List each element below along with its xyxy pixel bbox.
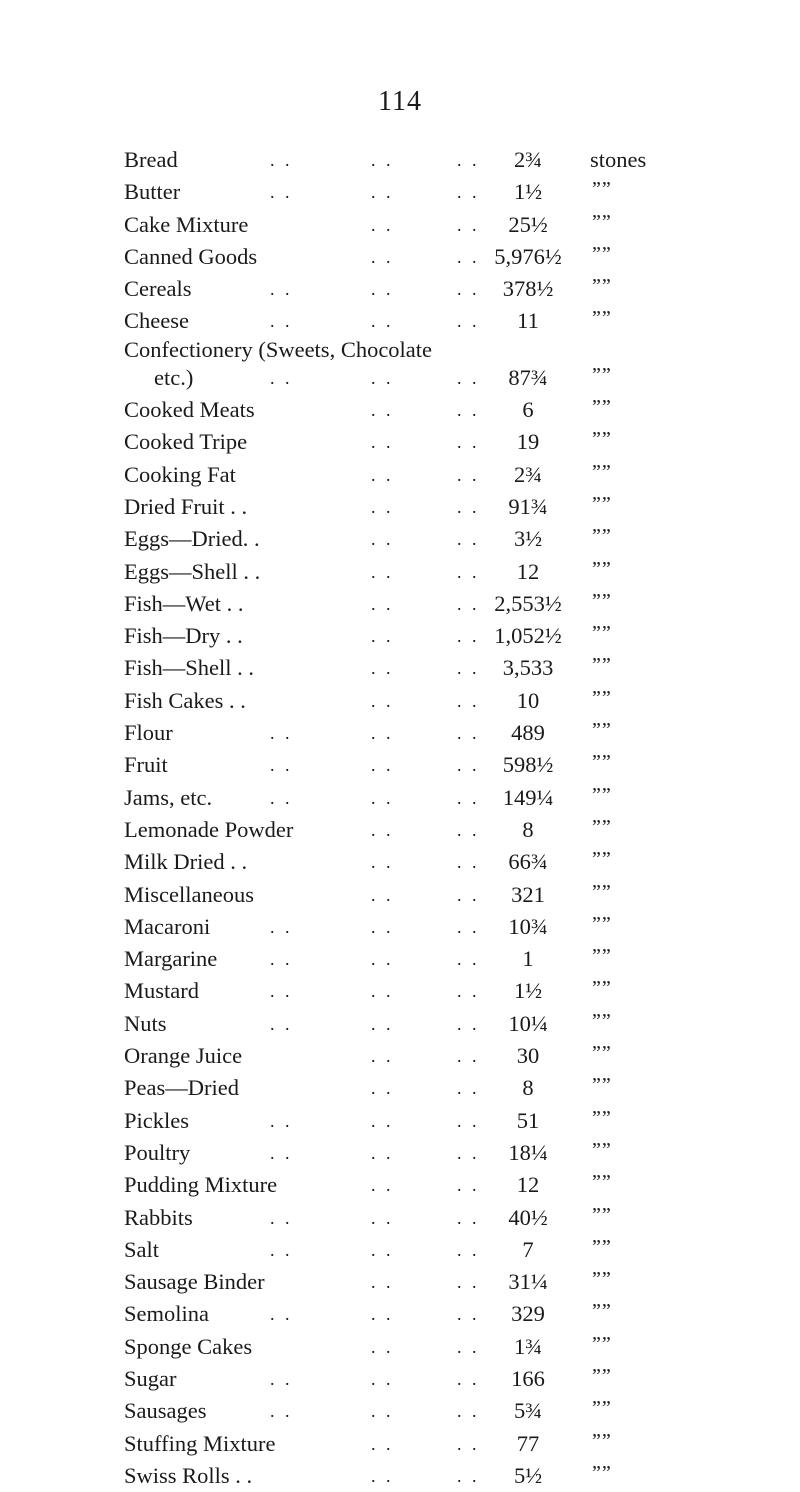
list-item-sponge-cakes bbox=[124, 1331, 784, 1363]
ditto-mark: ”” bbox=[592, 525, 612, 548]
list-item-dried-fruit bbox=[124, 491, 784, 523]
item-name: Miscellaneous bbox=[124, 881, 254, 907]
dot-leader: . . bbox=[371, 916, 394, 937]
dot-leader: . . bbox=[457, 367, 480, 388]
item-name: Fruit bbox=[124, 752, 168, 778]
dot-leader: . . bbox=[457, 593, 480, 614]
dot-leader: . . bbox=[457, 626, 480, 647]
ditto-mark: ”” bbox=[592, 622, 612, 645]
item-quantity: 51 bbox=[516, 1107, 540, 1133]
item-quantity: 10¾ bbox=[508, 913, 548, 939]
item-name: Lemonade Powder bbox=[124, 816, 294, 842]
item-quantity: 329 bbox=[511, 1301, 545, 1327]
dot-leader: . . bbox=[371, 246, 394, 267]
ditto-mark: ”” bbox=[592, 1461, 612, 1484]
dot-leader: . . bbox=[371, 496, 394, 517]
item-name: Cereals bbox=[124, 276, 192, 302]
list-item-semolina bbox=[124, 1298, 784, 1330]
dot-leader: . . bbox=[270, 1207, 293, 1228]
item-quantity: 1½ bbox=[513, 179, 543, 205]
ditto-mark: ”” bbox=[592, 210, 612, 233]
dot-leader: . . bbox=[270, 755, 293, 776]
item-name: Cooking Fat bbox=[124, 461, 236, 487]
ditto-mark: ”” bbox=[592, 977, 612, 1000]
item-quantity: 489 bbox=[511, 720, 545, 746]
dot-leader: . . bbox=[457, 916, 480, 937]
item-quantity: 378½ bbox=[502, 276, 554, 302]
ditto-mark: ”” bbox=[592, 1397, 612, 1420]
dot-leader: . . bbox=[371, 690, 394, 711]
list-item-fish-cakes bbox=[124, 685, 784, 717]
ditto-mark: ”” bbox=[592, 242, 612, 265]
item-name: Peas—Dried bbox=[124, 1075, 239, 1101]
dot-leader: . . bbox=[457, 723, 480, 744]
ditto-mark: ”” bbox=[592, 1203, 612, 1226]
dot-leader: . . bbox=[457, 1336, 480, 1357]
dot-leader: . . bbox=[457, 182, 480, 203]
ditto-mark: ”” bbox=[592, 751, 612, 774]
dot-leader: . . bbox=[371, 981, 394, 1002]
ditto-mark: ”” bbox=[592, 719, 612, 742]
dot-leader: . . bbox=[371, 182, 394, 203]
item-quantity: 2,553½ bbox=[494, 590, 562, 616]
list-item-pudding-mixture bbox=[124, 1169, 784, 1201]
item-name: Rabbits bbox=[124, 1204, 193, 1230]
dot-leader: . . bbox=[270, 1304, 293, 1325]
ditto-mark: ”” bbox=[592, 363, 612, 386]
item-quantity: 1½ bbox=[513, 978, 543, 1004]
dot-leader: . . bbox=[371, 1175, 394, 1196]
item-quantity: 8 bbox=[522, 1075, 534, 1101]
item-quantity: 25½ bbox=[508, 211, 548, 237]
dot-leader: . . bbox=[371, 658, 394, 679]
dot-leader: . . bbox=[371, 1110, 394, 1131]
list-item-margarine bbox=[124, 943, 784, 975]
dot-leader: . . bbox=[457, 400, 480, 421]
item-name: Macaroni bbox=[124, 913, 211, 939]
ditto-mark: ”” bbox=[592, 275, 612, 298]
ditto-mark: ”” bbox=[592, 1429, 612, 1452]
item-name: Cooked Meats bbox=[124, 397, 255, 423]
list-item-lemonade-powder bbox=[124, 814, 784, 846]
ditto-mark: ”” bbox=[592, 1300, 612, 1323]
list-item-fish-wet bbox=[124, 588, 784, 620]
ditto-mark: ”” bbox=[592, 686, 612, 709]
ditto-mark: ”” bbox=[592, 654, 612, 677]
dot-leader: . . bbox=[270, 787, 293, 808]
list-item-sausages bbox=[124, 1395, 784, 1427]
dot-leader: . . bbox=[270, 311, 293, 332]
item-quantity: 149¼ bbox=[502, 784, 554, 810]
ditto-mark: ”” bbox=[592, 460, 612, 483]
list-item-fish-shell bbox=[124, 652, 784, 684]
dot-leader: . . bbox=[457, 1046, 480, 1067]
list-item-eggs-shell bbox=[124, 556, 784, 588]
list-item-sugar bbox=[124, 1363, 784, 1395]
dot-leader: . . bbox=[457, 1368, 480, 1389]
ditto-mark: ”” bbox=[592, 815, 612, 838]
list-item-milk-dried bbox=[124, 846, 784, 878]
dot-leader: . . bbox=[371, 819, 394, 840]
item-name: Semolina bbox=[124, 1301, 209, 1327]
item-quantity: 7 bbox=[522, 1236, 534, 1262]
list-item-macaroni bbox=[124, 911, 784, 943]
item-quantity: 12 bbox=[516, 1172, 540, 1198]
list-item-salt bbox=[124, 1234, 784, 1266]
dot-leader: . . bbox=[371, 311, 394, 332]
list-item-nuts bbox=[124, 1008, 784, 1040]
item-name: Cheese bbox=[124, 308, 189, 334]
unit-label: stones bbox=[590, 147, 647, 172]
list-item-cooked-meats bbox=[124, 394, 784, 426]
dot-leader: . . bbox=[457, 1465, 480, 1486]
item-name: Pickles bbox=[124, 1107, 189, 1133]
list-item-stuffing-mixture bbox=[124, 1428, 784, 1460]
dot-leader: . . bbox=[457, 1078, 480, 1099]
dot-leader: . . bbox=[371, 1465, 394, 1486]
dot-leader: . . bbox=[371, 1368, 394, 1389]
ditto-mark: ”” bbox=[592, 396, 612, 419]
ditto-mark: ”” bbox=[592, 1364, 612, 1387]
list-item-flour bbox=[124, 717, 784, 749]
item-name: Eggs—Shell . . bbox=[124, 558, 261, 584]
dot-leader: . . bbox=[270, 949, 293, 970]
item-name: Milk Dried . . bbox=[124, 849, 248, 875]
item-quantity: 66¾ bbox=[508, 849, 548, 875]
ditto-mark: ”” bbox=[592, 880, 612, 903]
dot-leader: . . bbox=[371, 529, 394, 550]
item-name: Salt bbox=[124, 1236, 160, 1262]
item-name: Sausage Binder bbox=[124, 1269, 265, 1295]
item-name: Pudding Mixture bbox=[124, 1172, 278, 1198]
dot-leader: . . bbox=[457, 1272, 480, 1293]
item-name: Swiss Rolls . . bbox=[124, 1462, 253, 1488]
dot-leader: . . bbox=[371, 279, 394, 300]
list-item-cheese bbox=[124, 305, 784, 337]
item-quantity: 40½ bbox=[508, 1204, 548, 1230]
dot-leader: . . bbox=[371, 1336, 394, 1357]
item-quantity: 8 bbox=[522, 816, 534, 842]
list-item-fish-dry bbox=[124, 620, 784, 652]
dot-leader: . . bbox=[371, 884, 394, 905]
item-quantity: 598½ bbox=[502, 752, 554, 778]
list-item-cooking-fat bbox=[124, 459, 784, 491]
dot-leader: . . bbox=[371, 432, 394, 453]
dot-leader: . . bbox=[457, 561, 480, 582]
dot-leader: . . bbox=[270, 367, 293, 388]
ditto-mark: ”” bbox=[592, 1268, 612, 1291]
item-name: Fish Cakes . . bbox=[124, 687, 246, 713]
item-quantity: 2¾ bbox=[513, 461, 543, 487]
item-name: Flour bbox=[124, 720, 173, 746]
item-quantity: 10¼ bbox=[508, 1010, 548, 1036]
ditto-mark: ”” bbox=[592, 1074, 612, 1097]
ditto-mark: ”” bbox=[592, 178, 612, 201]
item-name: Jams, etc. bbox=[124, 784, 213, 810]
item-quantity: 5½ bbox=[513, 1462, 543, 1488]
dot-leader: . . bbox=[371, 1272, 394, 1293]
dot-leader: . . bbox=[457, 1013, 480, 1034]
dot-leader: . . bbox=[457, 1207, 480, 1228]
list-item-peas-dried bbox=[124, 1072, 784, 1104]
list-item-cake-mixture bbox=[124, 209, 784, 241]
item-quantity: 77 bbox=[516, 1430, 540, 1456]
item-name: Cake Mixture bbox=[124, 211, 249, 237]
list-item-bread bbox=[124, 144, 784, 176]
item-name: Orange Juice bbox=[124, 1043, 243, 1069]
list-item-sausage-binder bbox=[124, 1266, 784, 1298]
dot-leader: . . bbox=[457, 658, 480, 679]
page-number: 114 bbox=[378, 86, 422, 117]
item-name: Canned Goods bbox=[124, 243, 258, 269]
list-item-miscellaneous bbox=[124, 879, 784, 911]
dot-leader: . . bbox=[457, 279, 480, 300]
ditto-mark: ”” bbox=[592, 1009, 612, 1032]
dot-leader: . . bbox=[371, 150, 394, 170]
dot-leader: . . bbox=[270, 916, 293, 937]
item-quantity: 5,976½ bbox=[494, 243, 562, 269]
dot-leader: . . bbox=[371, 1013, 394, 1034]
dot-leader: . . bbox=[371, 367, 394, 388]
dot-leader: . . bbox=[371, 1401, 394, 1422]
dot-leader: . . bbox=[371, 723, 394, 744]
item-name: Cooked Tripe bbox=[124, 429, 248, 455]
item-quantity: 30 bbox=[516, 1043, 540, 1069]
dot-leader: . . bbox=[457, 214, 480, 235]
ditto-mark: ”” bbox=[592, 1106, 612, 1129]
item-name: Stuffing Mixture bbox=[124, 1430, 276, 1456]
item-name-continuation: etc.) bbox=[154, 364, 194, 390]
ditto-mark: ”” bbox=[592, 1138, 612, 1161]
item-quantity: 31¼ bbox=[508, 1269, 548, 1295]
ditto-mark: ”” bbox=[592, 1332, 612, 1355]
dot-leader: . . bbox=[371, 626, 394, 647]
dot-leader: . . bbox=[371, 561, 394, 582]
list-item-swiss-rolls bbox=[124, 1460, 784, 1492]
dot-leader: . . bbox=[270, 1142, 293, 1163]
dot-leader: . . bbox=[371, 1142, 394, 1163]
dot-leader: . . bbox=[270, 723, 293, 744]
list-item-confectionery-line1 bbox=[124, 338, 784, 362]
dot-leader: . . bbox=[270, 279, 293, 300]
dot-leader: . . bbox=[457, 496, 480, 517]
list-item-jams bbox=[124, 782, 784, 814]
dot-leader: . . bbox=[457, 1304, 480, 1325]
list-item-mustard bbox=[124, 975, 784, 1007]
dot-leader: . . bbox=[371, 1239, 394, 1260]
dot-leader: . . bbox=[457, 1239, 480, 1260]
item-quantity: 2¾ bbox=[513, 147, 543, 172]
dot-leader: . . bbox=[457, 311, 480, 332]
dot-leader: . . bbox=[457, 884, 480, 905]
ditto-mark: ”” bbox=[592, 783, 612, 806]
dot-leader: . . bbox=[371, 852, 394, 873]
dot-leader: . . bbox=[270, 981, 293, 1002]
list-item-rabbits bbox=[124, 1202, 784, 1234]
item-name: Nuts bbox=[124, 1010, 167, 1036]
item-name: Fish—Dry . . bbox=[124, 623, 243, 649]
dot-leader: . . bbox=[457, 246, 480, 267]
item-name: Fish—Shell . . bbox=[124, 655, 255, 681]
item-quantity: 18¼ bbox=[508, 1139, 548, 1165]
item-quantity: 11 bbox=[517, 308, 539, 334]
item-name: Bread bbox=[124, 147, 178, 172]
dot-leader: . . bbox=[457, 150, 480, 170]
ditto-mark: ”” bbox=[592, 307, 612, 330]
list-item-butter bbox=[124, 176, 784, 208]
commodity-list bbox=[124, 144, 784, 1492]
dot-leader: . . bbox=[371, 400, 394, 421]
ditto-mark: ”” bbox=[592, 589, 612, 612]
dot-leader: . . bbox=[270, 1013, 293, 1034]
item-name: Sausages bbox=[124, 1398, 207, 1424]
dot-leader: . . bbox=[270, 1368, 293, 1389]
item-name: Dried Fruit . . bbox=[124, 493, 248, 519]
dot-leader: . . bbox=[371, 787, 394, 808]
dot-leader: . . bbox=[371, 1433, 394, 1454]
dot-leader: . . bbox=[457, 432, 480, 453]
item-name: Butter bbox=[124, 179, 181, 205]
dot-leader: . . bbox=[371, 464, 394, 485]
ditto-mark: ”” bbox=[592, 1042, 612, 1065]
item-quantity: 1 bbox=[522, 946, 534, 972]
item-name: Sugar bbox=[124, 1365, 177, 1391]
dot-leader: . . bbox=[457, 819, 480, 840]
list-item-pickles bbox=[124, 1105, 784, 1137]
dot-leader: . . bbox=[457, 1110, 480, 1131]
item-quantity: 87¾ bbox=[508, 364, 548, 390]
dot-leader: . . bbox=[457, 1401, 480, 1422]
item-quantity: 3,533 bbox=[502, 655, 554, 681]
dot-leader: . . bbox=[270, 182, 293, 203]
list-item-eggs-dried bbox=[124, 523, 784, 555]
ditto-mark: ”” bbox=[592, 848, 612, 871]
dot-leader: . . bbox=[270, 1239, 293, 1260]
dot-leader: . . bbox=[457, 852, 480, 873]
ditto-mark: ”” bbox=[592, 1235, 612, 1258]
dot-leader: . . bbox=[270, 1110, 293, 1131]
item-quantity: 12 bbox=[516, 558, 540, 584]
item-quantity: 10 bbox=[516, 687, 540, 713]
item-quantity: 1¾ bbox=[513, 1333, 543, 1359]
item-quantity: 6 bbox=[522, 397, 534, 423]
dot-leader: . . bbox=[371, 755, 394, 776]
item-name: Mustard bbox=[124, 978, 199, 1004]
ditto-mark: ”” bbox=[592, 912, 612, 935]
dot-leader: . . bbox=[371, 1046, 394, 1067]
item-name: Eggs—Dried. . bbox=[124, 526, 260, 552]
list-item-fruit bbox=[124, 749, 784, 781]
dot-leader: . . bbox=[457, 529, 480, 550]
list-item-confectionery bbox=[124, 362, 784, 394]
item-name: Fish—Wet . . bbox=[124, 590, 244, 616]
item-quantity: 19 bbox=[516, 429, 540, 455]
dot-leader: . . bbox=[457, 464, 480, 485]
item-name: Margarine bbox=[124, 946, 218, 972]
item-quantity: 166 bbox=[511, 1365, 545, 1391]
dot-leader: . . bbox=[457, 690, 480, 711]
dot-leader: . . bbox=[371, 214, 394, 235]
ditto-mark: ”” bbox=[592, 1171, 612, 1194]
dot-leader: . . bbox=[270, 150, 293, 170]
dot-leader: . . bbox=[457, 981, 480, 1002]
dot-leader: . . bbox=[371, 1078, 394, 1099]
ditto-mark: ”” bbox=[592, 492, 612, 515]
dot-leader: . . bbox=[457, 1142, 480, 1163]
item-quantity: 5¾ bbox=[513, 1398, 543, 1424]
list-item-cereals bbox=[124, 273, 784, 305]
list-item-cooked-tripe bbox=[124, 426, 784, 458]
ditto-mark: ”” bbox=[592, 428, 612, 451]
ditto-mark: ”” bbox=[592, 945, 612, 968]
dot-leader: . . bbox=[371, 1207, 394, 1228]
dot-leader: . . bbox=[371, 949, 394, 970]
list-item-orange-juice bbox=[124, 1040, 784, 1072]
item-quantity: 1,052½ bbox=[494, 623, 562, 649]
ditto-mark: ”” bbox=[592, 557, 612, 580]
item-quantity: 91¾ bbox=[508, 493, 548, 519]
dot-leader: . . bbox=[457, 787, 480, 808]
list-item-poultry bbox=[124, 1137, 784, 1169]
dot-leader: . . bbox=[371, 593, 394, 614]
item-quantity: 3½ bbox=[513, 526, 543, 552]
item-name: Sponge Cakes bbox=[124, 1333, 253, 1359]
dot-leader: . . bbox=[457, 949, 480, 970]
item-name: Confectionery (Sweets, Chocolate bbox=[124, 336, 433, 362]
list-item-canned-goods bbox=[124, 241, 784, 273]
item-name: Poultry bbox=[124, 1139, 191, 1165]
dot-leader: . . bbox=[457, 1433, 480, 1454]
dot-leader: . . bbox=[371, 1304, 394, 1325]
dot-leader: . . bbox=[457, 1175, 480, 1196]
dot-leader: . . bbox=[457, 755, 480, 776]
item-quantity: 321 bbox=[511, 881, 545, 907]
dot-leader: . . bbox=[270, 1401, 293, 1422]
